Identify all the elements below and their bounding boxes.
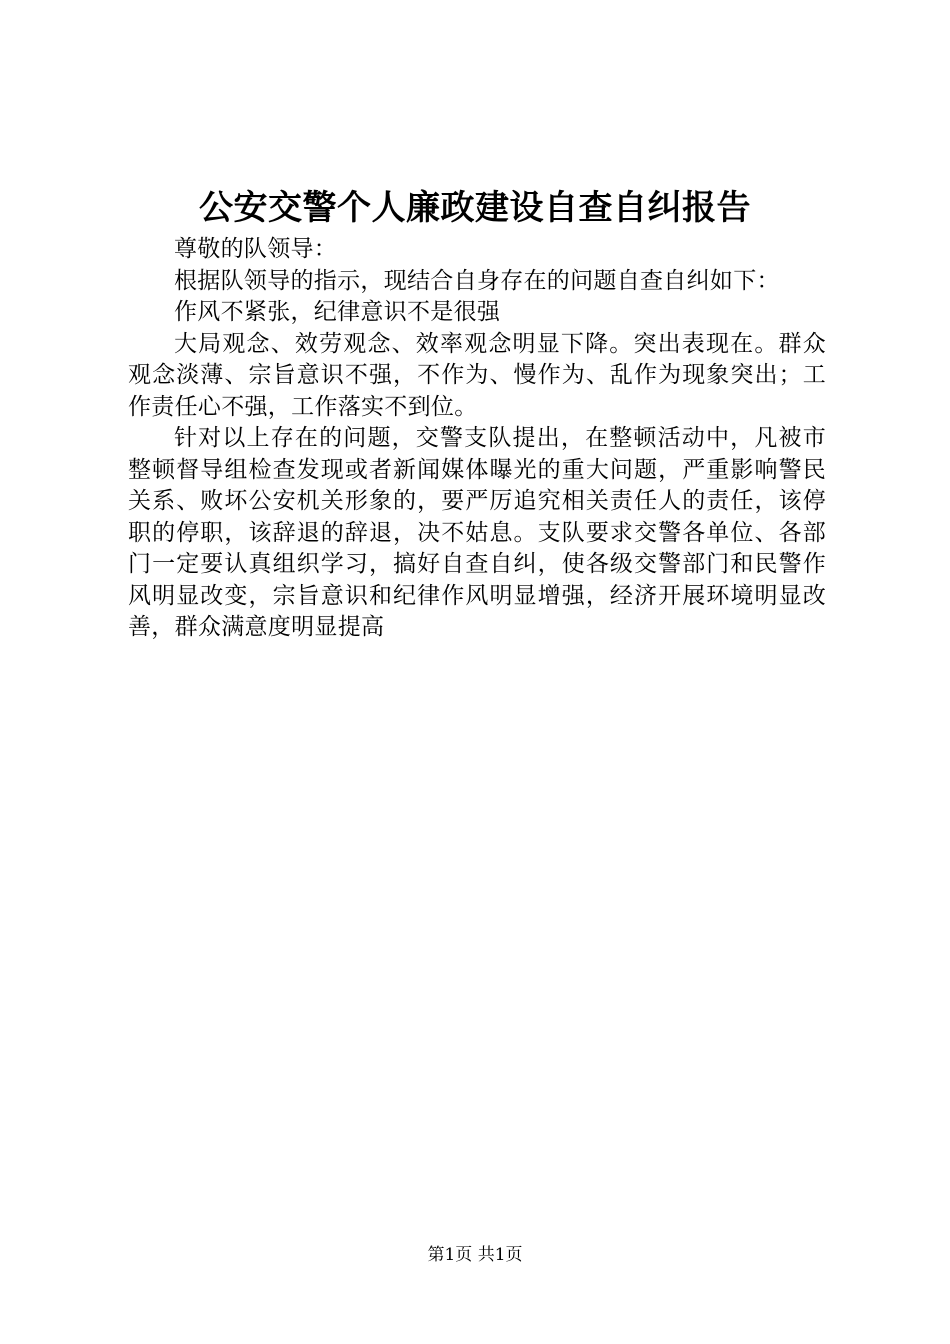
salutation: 尊敬的队领导：: [174, 236, 338, 262]
paragraph-problems: 大局观念、效劳观念、效率观念明显下降。突出表现在。群众观念淡薄、宗旨意识不强，不作为、慢作为、乱作为现象突出；工作责任心不强，工作落实不到位。: [128, 330, 826, 420]
paragraph-intro: 根据队领导的指示，现结合自身存在的问题自查自纠如下：: [174, 267, 780, 294]
paragraph-measures: 针对以上存在的问题，交警支队提出，在整顿活动中，凡被市整顿督导组检查发现或者新闻媒体曝光的重大问题，严重影响警民关系、败坏公安机关形象的，要严厉追究相关责任人的责任，该停职的停职，该辞退的辞退，决不姑息。支队要求交警各单位、各部门一定要认真组织学习，搞好自查自纠，使各级交警部门和民警作风明显改变，宗旨意识和纪律作风明显增强，经济开展环境明显改善，群众满意度明显提高: [128, 425, 826, 640]
paragraph-heading: 作风不紧张，纪律意识不是很强: [174, 299, 501, 325]
page-footer: 第1页 共1页: [427, 1245, 523, 1265]
document-body: [128, 234, 826, 644]
document-title: 公安交警个人廉政建设自查自纠报告: [199, 188, 751, 228]
